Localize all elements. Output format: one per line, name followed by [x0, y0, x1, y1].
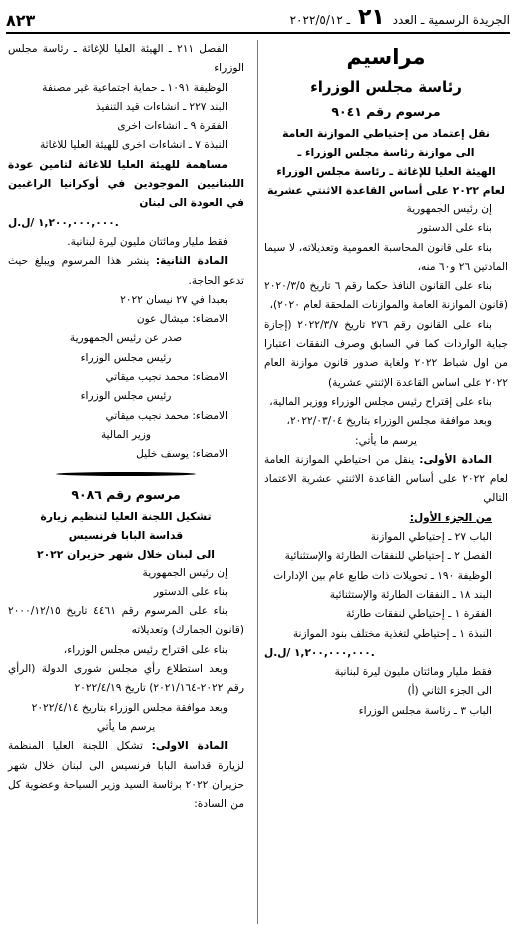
- signature-pm: الامضاء: محمد نجيب ميقاتي: [105, 409, 228, 422]
- signatory-title: رئيس مجلس الوزراء: [80, 390, 172, 403]
- preamble-line: وبعد استطلاع رأي مجلس شورى الدولة (الرأي رقم ٢٠٢٢-٢٠٢١/١٦٤) تاريخ ٢٠٢٢/٤/١٩: [8, 663, 244, 695]
- preamble-line: بناء على قانون المحاسبة العمومية وتعديلاته، لا سيما المادتين ٢٦ و٦٠ منه،: [264, 241, 508, 273]
- budget-item: البند ١٨ ـ النفقات الطارئة والإستثنائية: [329, 588, 492, 601]
- right-column: [264, 40, 508, 721]
- budget-item: الفصل ٢ ـ إحتياطي للنفقات الطارئة والإستثنائية: [284, 550, 492, 563]
- subject-line: لعام ٢٠٢٢ على أساس القاعدة الاثنتي عشرية: [267, 184, 505, 197]
- page-header: [6, 5, 510, 34]
- preamble-line: بناء على الدستور: [153, 585, 228, 598]
- from-part-heading: من الجزء الأول:: [409, 511, 492, 524]
- decree-clause: يرسم ما يأتي:: [355, 434, 417, 447]
- signatory-title: وزير المالية: [100, 428, 152, 441]
- journal-name: الجريدة الرسمية ـ العدد: [392, 13, 510, 27]
- signature-pm: الامضاء: محمد نجيب ميقاتي: [105, 371, 228, 384]
- budget-item: الفصل ٢١١ ـ الهيئة العليا للإغاثة ـ رئاسة مجلس الوزراء: [8, 43, 244, 75]
- preamble-line: بناء على اقتراح رئيس مجلس الوزراء،: [63, 643, 228, 656]
- budget-item: النبذة ٧ ـ انشاءات اخرى للهيئة العليا للاغاثة: [39, 139, 228, 152]
- budget-item: البند ٢٢٧ ـ انشاءات قيد التنفيذ: [95, 100, 228, 113]
- budget-item: الوظيفة ١٠٩١ ـ حماية اجتماعية غير مصنفة: [42, 81, 228, 94]
- subject-line: تشكيل اللجنة العليا لتنظيم زيارة: [40, 509, 212, 523]
- decree-clause: يرسم ما يأتي: [96, 720, 156, 733]
- signatory-title: رئيس مجلس الوزراء: [80, 351, 172, 364]
- contribution-title: مساهمة للهيئة العليا للاغاثة لتامين عودة اللبنانيين الموجودين في أوكرانيا الراغبين في العودة الى لبنان: [8, 158, 244, 210]
- article-text: تشكل اللجنة العليا المنظمة لزيارة قداسة البابا فرنسيس الى لبنان خلال شهر حزيران ٢٠٢٢ برئاسة السيد وزير السياحة وعضوية كل من السادة:: [8, 740, 244, 811]
- page-number: ٨٢٣: [6, 11, 36, 30]
- decree-number: مرسوم رقم ٩٠٨٦: [71, 486, 181, 502]
- journal-title: [290, 5, 510, 32]
- signature-finance: الامضاء: يوسف خليل: [136, 448, 228, 461]
- subject-line: الى لبنان خلال شهر حزيران ٢٠٢٢: [37, 547, 215, 561]
- left-column: [8, 40, 244, 814]
- preamble-line: وبعد موافقة مجلس الوزراء بتاريخ ٢٠٢٢/٠٣/٠٤،: [286, 415, 492, 428]
- issue-place-date: بعبدا في ٢٧ نيسان ٢٠٢٢: [120, 293, 228, 306]
- budget-item: النبذة ١ ـ إحتياطي لتغذية مختلف بنود الموازنة: [292, 627, 492, 640]
- budget-item: الوظيفة ١٩٠ ـ تحويلات ذات طابع عام بين الإدارات: [273, 569, 492, 582]
- issue-date: ـ ٢٠٢٢/٥/١٢: [289, 13, 351, 27]
- decree-subject: [8, 507, 244, 564]
- preamble-line: إن رئيس الجمهورية: [142, 566, 228, 579]
- article-label: المادة الثانية:: [155, 255, 228, 268]
- issue-number: ٢١: [357, 5, 385, 30]
- decree-subject: [264, 124, 508, 200]
- preamble-line: بناء على القانون النافذ حكما رقم ٦ تاريخ ٢٠٢٠/٣/٥ (قانون الموازنة العامة والموازنات الملحقة لعام ٢٠٢٠)،: [264, 280, 508, 312]
- signature-president: الامضاء: ميشال عون: [136, 313, 228, 326]
- subject-line: نقل إعتماد من إحتياطي الموازنة العامة: [282, 127, 490, 140]
- preamble-line: بناء على المرسوم رقم ٤٤٦١ تاريخ ٢٠٠٠/١٢/١٥ (قانون الجمارك) وتعديلاته: [8, 605, 244, 637]
- amount-figure: ١,٢٠٠,٠٠٠,٠٠٠ /ل.ل.: [8, 216, 119, 229]
- subject-line: قداسة البابا فرنسيس: [68, 528, 184, 542]
- amount-words: فقط مليار ومائتان مليون ليرة لبنانية: [334, 666, 492, 679]
- budget-item: الفقرة ٩ ـ انشاءات اخرى: [117, 120, 228, 133]
- preamble-line: إن رئيس الجمهورية: [406, 203, 492, 215]
- article-1: [264, 451, 508, 509]
- article-2: [8, 252, 244, 291]
- to-part-heading: الى الجزء الثاني (أ): [407, 685, 492, 698]
- budget-item: الفقرة ١ ـ إحتياطي لنفقات طارئة: [345, 608, 492, 621]
- article-text: ينقل من احتياطي الموازنة العامة لعام ٢٠٢٢ على أساس القاعدة الاثنتي عشرية الاعتماد التالي: [264, 453, 508, 505]
- section-separator: [8, 465, 244, 483]
- presidency-heading: رئاسة مجلس الوزراء: [310, 78, 462, 96]
- amount-words: فقط مليار ومائتان مليون ليرة لبنانية.: [67, 235, 228, 248]
- issued-by: صدر عن رئيس الجمهورية: [69, 332, 183, 345]
- column-divider: [257, 40, 258, 924]
- amount-figure: ١,٢٠٠,٠٠٠,٠٠٠ /ل.ل.: [264, 646, 375, 659]
- preamble-line: بناء على القانون رقم ٢٧٦ تاريخ ٢٠٢٢/٣/٧ (إجازة جباية الواردات كما في السابق وصرف النفقات اعتبارا من اول شباط ٢٠٢٢ ولغاية صدور قانون موازنة العام ٢٠٢٢ على اساس القاعدة الإثنتي عشرية): [264, 318, 508, 389]
- preamble-line: بناء على إقتراح رئيس مجلس الوزراء ووزير المالية،: [269, 395, 492, 408]
- article-label: المادة الأولى:: [419, 453, 493, 466]
- article-1: [8, 737, 244, 814]
- subject-line: الى موازنة رئاسة مجلس الوزراء ـ: [297, 146, 475, 159]
- preamble-line: وبعد موافقة مجلس الوزراء بتاريخ ٢٠٢٢/٤/١٤: [31, 701, 228, 714]
- budget-item: الباب ٢٧ ـ إحتياطي الموازنة: [370, 531, 492, 544]
- article-text: ينشر هذا المرسوم ويبلغ حيث تدعو الحاجة.: [8, 255, 244, 287]
- decree-number: مرسوم رقم ٩٠٤١: [331, 104, 441, 119]
- budget-item: الباب ٣ ـ رئاسة مجلس الوزراء: [358, 704, 492, 717]
- subject-line: الهيئة العليا للإغاثة ـ رئاسة مجلس الوزراء: [276, 165, 496, 178]
- article-label: المادة الاولى:: [151, 740, 229, 753]
- section-title: مراسيم: [346, 45, 426, 69]
- preamble-line: بناء على الدستور: [417, 222, 492, 235]
